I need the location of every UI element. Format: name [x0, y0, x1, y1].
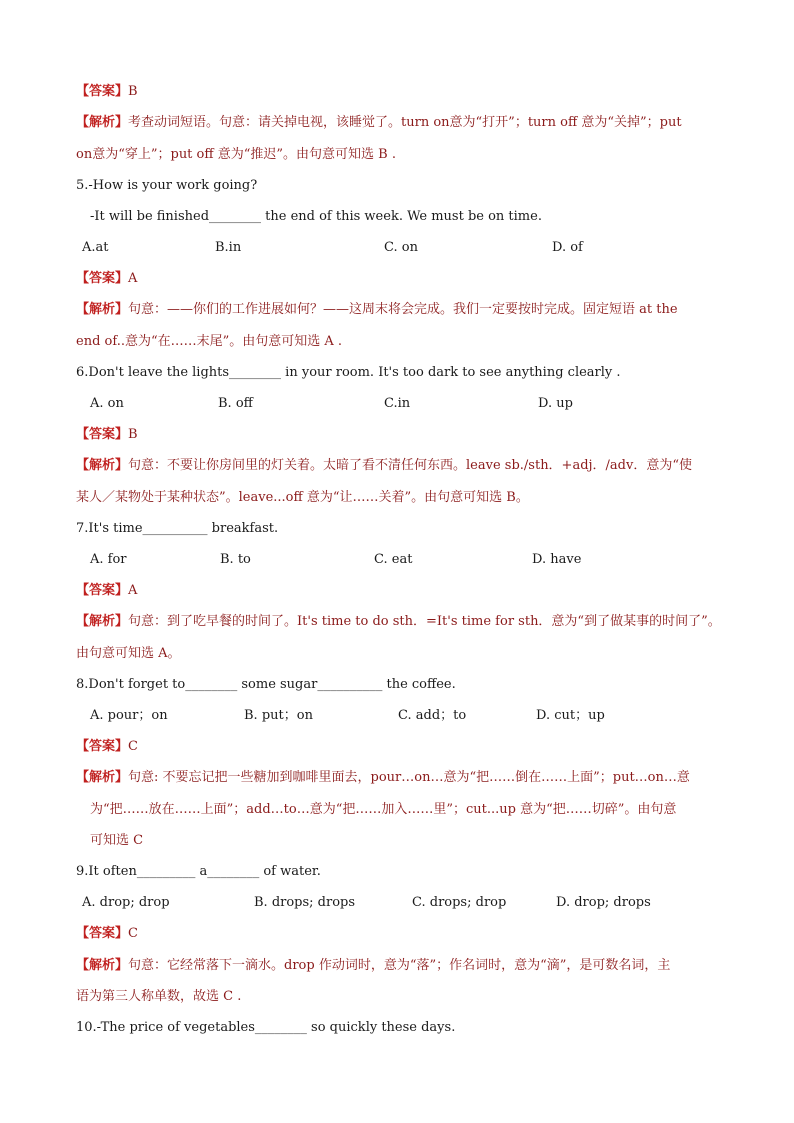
- q9-option-a: A. drop; drop: [82, 895, 170, 910]
- q8-analysis-line-1: [76, 769, 726, 787]
- q4-analysis-line-2: on意为“穿上”；put off 意为“推迟”。由句意可知选 B .: [76, 147, 396, 162]
- analysis-tag: 【解析】: [76, 458, 129, 473]
- q8-option-d: D. cut；up: [536, 708, 605, 723]
- q5-analysis-line-1: [76, 301, 726, 319]
- q4-analysis-1: 考查动词短语。句意：请关掉电视，该睡觉了。turn on意为“打开”；turn off 意为“关掉”；put: [128, 115, 682, 130]
- q5-option-d: D. of: [552, 240, 583, 255]
- q7-stem: 7.It's time__________ breakfast.: [76, 521, 279, 536]
- answer-tag: 【答案】: [76, 427, 129, 442]
- q5-answer: A: [128, 271, 138, 286]
- q5-option-a: A.at: [82, 240, 109, 255]
- q8-answer-line: [76, 738, 726, 756]
- q7-option-c: C. eat: [374, 552, 413, 567]
- q6-option-c: C.in: [384, 396, 411, 411]
- q9-analysis-line-2: 语为第三人称单数，故选 C .: [76, 989, 242, 1004]
- q5-answer-line: [76, 270, 726, 288]
- q9-option-c: C. drops; drop: [412, 895, 507, 910]
- q7-option-d: D. have: [532, 552, 582, 567]
- answer-tag: 【答案】: [76, 84, 129, 99]
- q6-answer: B: [128, 427, 138, 442]
- answer-tag: 【答案】: [76, 739, 129, 754]
- analysis-tag: 【解析】: [76, 115, 129, 130]
- q5-stem-1: 5.-How is your work going?: [76, 178, 258, 193]
- analysis-tag: 【解析】: [76, 770, 129, 785]
- answer-tag: 【答案】: [76, 926, 129, 941]
- q7-option-a: A. for: [90, 552, 127, 567]
- q6-option-b: B. off: [218, 396, 253, 411]
- q8-stem: 8.Don't forget to________ some sugar__________ the coffee.: [76, 677, 456, 692]
- q9-analysis-1: 句意：它经常落下一滴水。drop 作动词时，意为“落”；作名词时，意为“滴”，是可数名词，主: [128, 958, 671, 973]
- q6-analysis-1: 句意：不要让你房间里的灯关着。太暗了看不清任何东西。leave sb./sth．+adj．/adv．意为“使: [128, 458, 692, 473]
- q8-option-c: C. add；to: [398, 708, 467, 723]
- q5-analysis-line-2: end of..意为“在……末尾”。由句意可知选 A .: [76, 334, 343, 349]
- q5-option-c: C. on: [384, 240, 418, 255]
- q10-stem: 10.-The price of vegetables________ so quickly these days.: [76, 1020, 456, 1035]
- q8-answer: C: [128, 739, 138, 754]
- q8-analysis-1: 句意: 不要忘记把一些糖加到咖啡里面去，pour…on…意为“把……倒在……上面”；put…on…意: [128, 770, 690, 785]
- q9-option-b: B. drops; drops: [254, 895, 356, 910]
- q5-analysis-1: 句意：——你们的工作进展如何？——这周末将会完成。我们一定要按时完成。固定短语 at the: [128, 302, 678, 317]
- q7-answer: A: [128, 583, 138, 598]
- q6-option-a: A. on: [90, 396, 124, 411]
- q8-option-b: B. put；on: [244, 708, 313, 723]
- q6-stem: 6.Don't leave the lights________ in your room. It's too dark to see anything clearly .: [76, 365, 621, 380]
- answer-tag: 【答案】: [76, 271, 129, 286]
- answer-tag: 【答案】: [76, 583, 129, 598]
- q6-answer-line: [76, 426, 726, 444]
- q7-option-b: B. to: [220, 552, 251, 567]
- q9-answer-line: [76, 925, 726, 943]
- q4-analysis-line-1: [76, 114, 726, 132]
- q7-analysis-line-2: 由句意可知选 A。: [76, 646, 181, 661]
- q4-answer: B: [128, 84, 138, 99]
- q9-answer: C: [128, 926, 138, 941]
- q9-stem: 9.It often_________ a________ of water.: [76, 864, 321, 879]
- q6-analysis-line-2: 某人／某物处于某种状态”。leave...off 意为“让……关着”。由句意可知选 B。: [76, 490, 529, 505]
- q4-answer-line: [76, 83, 726, 101]
- q7-analysis-1: 句意：到了吃早餐的时间了。It's time to do sth．=It's time for sth．意为“到了做某事的时间了”。: [128, 614, 721, 629]
- q9-analysis-line-1: [76, 957, 726, 975]
- q7-answer-line: [76, 582, 726, 600]
- analysis-tag: 【解析】: [76, 958, 129, 973]
- q6-option-d: D. up: [538, 396, 573, 411]
- q9-option-d: D. drop; drops: [556, 895, 651, 910]
- q6-analysis-line-1: [76, 457, 726, 475]
- analysis-tag: 【解析】: [76, 614, 129, 629]
- q5-option-b: B.in: [215, 240, 242, 255]
- q5-stem-2: -It will be finished________ the end of this week. We must be on time.: [90, 209, 542, 224]
- q8-analysis-line-2: 为“把……放在……上面”；add…to…意为“把……加入……里”；cut...up 意为“把……切碎”。由句意: [90, 802, 677, 817]
- q7-analysis-line-1: [76, 613, 726, 631]
- q8-option-a: A. pour；on: [90, 708, 168, 723]
- analysis-tag: 【解析】: [76, 302, 129, 317]
- q8-analysis-line-3: 可知选 C: [90, 833, 144, 848]
